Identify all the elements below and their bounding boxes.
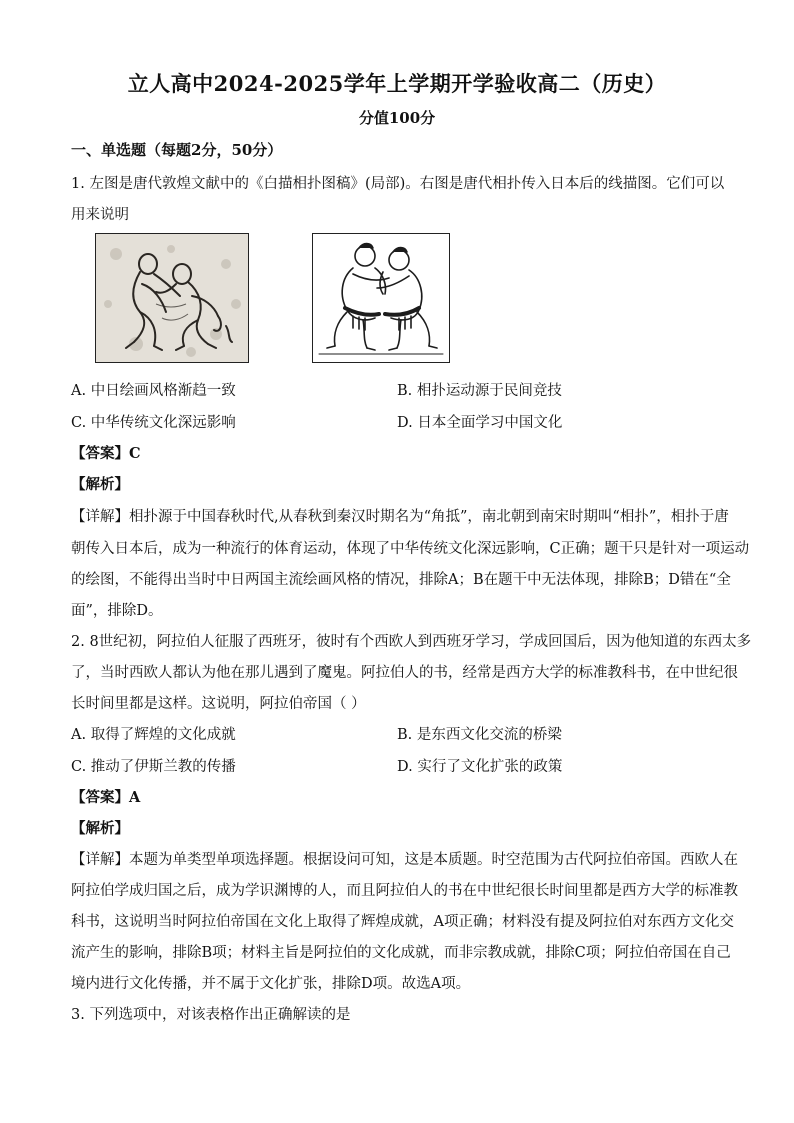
q1-option-d: D. 日本全面学习中国文化 bbox=[397, 415, 563, 431]
q2-detail-line5: 境内进行文化传播，并不属于文化扩张，排除D项。故选A项。 bbox=[71, 976, 471, 992]
q2-detail-line1: 【详解】本题为单类型单项选择题。根据设问可知，这是本质题。时空范围为古代阿拉伯帝国。西欧人在 bbox=[71, 852, 738, 868]
q2-detail-line2: 阿拉伯学成归国之后，成为学识渊博的人，而且阿拉伯人的书在中世纪很长时间里都是西方大学的标准教 bbox=[71, 883, 738, 899]
q1-detail-line1: 【详解】相扑源于中国春秋时代,从春秋到秦汉时期名为“角抵”，南北朝到南宋时期叫“相扑”，相扑于唐 bbox=[71, 509, 729, 525]
tang-wrestling-sketch-image bbox=[95, 233, 249, 363]
q1-analysis-heading: 【解析】 bbox=[71, 476, 129, 493]
q2-stem-line3: 长时间里都是这样。这说明，阿拉伯帝国（ ） bbox=[71, 696, 366, 712]
q1-option-a: A. 中日绘画风格渐趋一致 bbox=[71, 383, 236, 399]
section-heading: 一、单选题（每题2分，50分） bbox=[71, 141, 283, 159]
q3-stem-line1: 3. 下列选项中，对该表格作出正确解读的是 bbox=[71, 1007, 351, 1023]
q2-option-c: C. 推动了伊斯兰教的传播 bbox=[71, 759, 236, 775]
q2-detail-line4: 流产生的影响，排除B项；材料主旨是阿拉伯的文化成就，而非宗教成就，排除C项；阿拉伯帝国在自己 bbox=[71, 945, 731, 961]
q2-stem-line1: 2. 8世纪初，阿拉伯人征服了西班牙，彼时有个西欧人到西班牙学习，学成回国后，因为他知道的东西太多 bbox=[71, 634, 752, 650]
q1-detail-line3: 的绘图，不能得出当时中日两国主流绘画风格的情况，排除A；B在题干中无法体现，排除B；D错在“全 bbox=[71, 572, 731, 588]
sumo-line-drawing bbox=[313, 234, 449, 362]
q1-detail-line4: 面”，排除D。 bbox=[71, 603, 163, 619]
q1-detail-line2: 朝传入日本后，成为一种流行的体育运动，体现了中华传统文化深远影响，C正确；题干只是针对一项运动 bbox=[71, 541, 750, 557]
q2-answer: 【答案】A bbox=[71, 789, 141, 806]
q1-stem-line1: 1. 左图是唐代敦煌文献中的《白描相扑图稿》(局部)。右图是唐代相扑传入日本后的线描图。它们可以 bbox=[71, 176, 725, 192]
score-subtitle: 分值100分 bbox=[358, 109, 436, 127]
tang-wrestling-sketch-drawing bbox=[96, 234, 248, 362]
q2-option-b: B. 是东西文化交流的桥梁 bbox=[397, 727, 562, 743]
q2-option-d: D. 实行了文化扩张的政策 bbox=[397, 759, 563, 775]
japanese-sumo-line-drawing-image bbox=[312, 233, 450, 363]
q2-analysis-heading: 【解析】 bbox=[71, 820, 129, 837]
q1-answer: 【答案】C bbox=[71, 445, 141, 462]
q1-option-c: C. 中华传统文化深远影响 bbox=[71, 415, 236, 431]
q2-detail-line3: 科书，这说明当时阿拉伯帝国在文化上取得了辉煌成就，A项正确；材料没有提及阿拉伯对东西方文化交 bbox=[71, 914, 734, 930]
q1-option-b: B. 相扑运动源于民间竞技 bbox=[397, 383, 562, 399]
q1-stem-line2: 用来说明 bbox=[71, 207, 129, 223]
page-title: 立人高中2024-2025学年上学期开学验收高二（历史） bbox=[127, 71, 667, 96]
q2-option-a: A. 取得了辉煌的文化成就 bbox=[71, 727, 236, 743]
q2-stem-line2: 了，当时西欧人都认为他在那儿遇到了魔鬼。阿拉伯人的书，经常是西方大学的标准教科书，在中世纪很 bbox=[71, 665, 738, 681]
